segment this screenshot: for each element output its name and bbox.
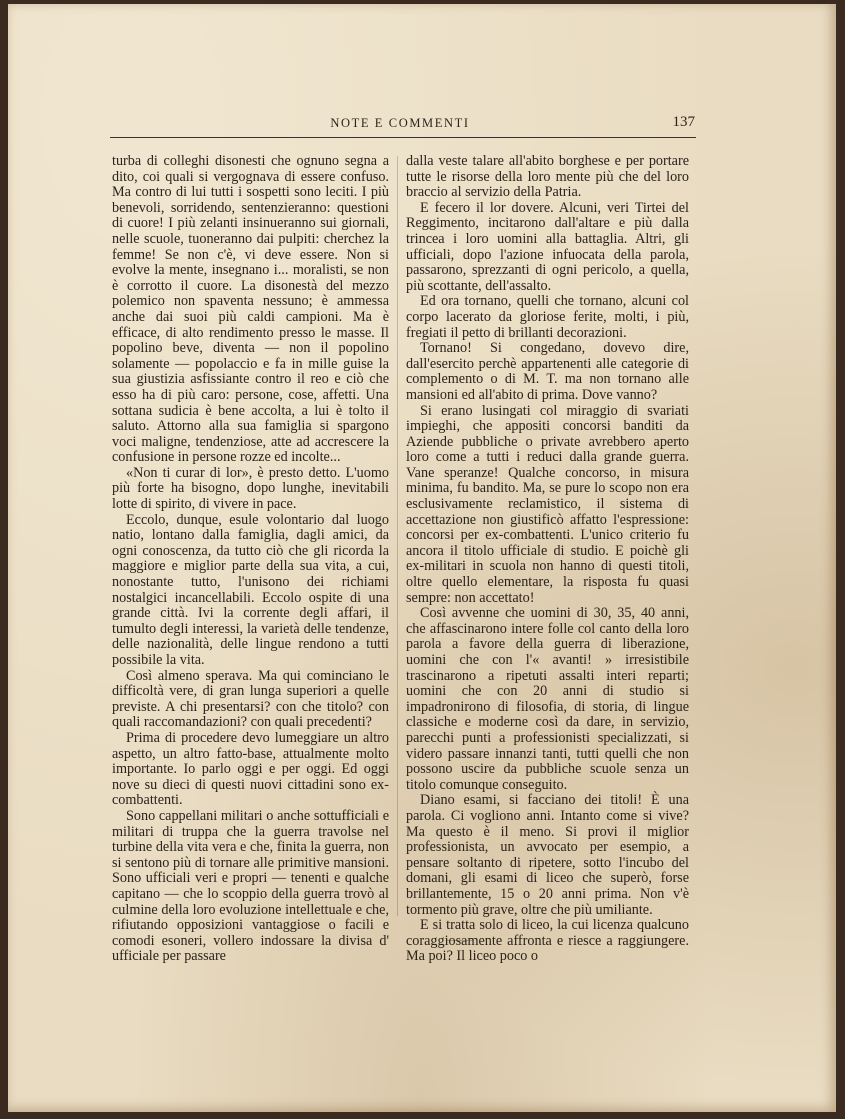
page-header <box>105 112 695 138</box>
paragraph: Diano esami, si facciano dei titoli! È una parola. Ci vogliono anni. Intanto come si vive? Ma questo è il meno. Si provi il miglior professionista, un avvocato per esempio, a pensare soltanto di ripetere, sotto l'incubo del domani, gli esami di liceo che superò, forse brillantemente, 15 o 20 anni prima. Non v'è tormento più grave, oltre che più umiliante. <box>406 792 689 918</box>
paragraph: «Non ti curar di lor», è presto detto. L'uomo più forte ha bisogno, dopo lunghe, inevitabili lotte di spirito, di vivere in pace. <box>112 464 389 513</box>
paragraph: Si erano lusingati col miraggio di svariati impieghi, che appositi concorsi banditi da Aziende pubbliche o private avrebbero aperto loro come a tutti i reduci dalla grande guerra. Vane speranze! Qualche concorso, in misura minima, fu bandito. Ma, se pure lo scopo non era esclusivamente reclamistico, il sistema di accettazione non giustificò affatto l'espressione: concorsi per ex-combattenti. L'unico criterio fu ancora il titolo ufficiale di studio. E poichè gli ex-militari in scuola non hanno di questi titoli, oltre quello elementare, la risposta fu quasi sempre: non accettato! <box>406 402 689 606</box>
page-number: 137 <box>672 114 695 130</box>
printer-mark <box>447 940 473 941</box>
header-rule <box>110 137 696 138</box>
column-gutter <box>397 156 398 916</box>
paragraph: Eccolo, dunque, esule volontario dal luogo natio, lontano dalla famiglia, dagli amici, da ogni conoscenza, da tutto ciò che gli ricorda la maggiore e miglior parte della sua vita, a cui, nonostante tutto, l'unisono dei richiami nostalgici incancellabili. Eccolo ospite di una grande città. Ivi la corrente degli affari, il tumulto degli interessi, la varietà delle tendenze, delle nazionalità, delle lingue rendono a tutti possibile la vita. <box>112 511 389 668</box>
paragraph: Tornano! Si congedano, dovevo dire, dall'esercito perchè appartenenti alle categorie di complemento o di M. T. ma non tornano alle mansioni ed all'abito di prima. Dove vanno? <box>406 340 689 403</box>
paragraph: dalla veste talare all'abito borghese e per portare tutte le risorse della loro mente più che del loro braccio al servizio della Patria. <box>406 153 689 201</box>
paragraph: E fecero il lor dovere. Alcuni, veri Tirtei del Reggimento, incitarono dall'altare e più dalla trincea i loro uomini alla battaglia. Altri, gli ufficiali, dopo l'azione infuocata della parola, passarono, sprezzanti di ogni pericolo, a quella, più scottante, dell'assalto. <box>406 199 689 294</box>
paragraph: turba di colleghi disonesti che ognuno segna a dito, coi quali si vergognava di essere confuso. Ma contro di lui tutti i sospetti sono leciti. I più benevoli, sorridendo, sentenzieranno: questioni di cuore! I più zelanti insinueranno sui giornali, nelle scuole, tuoneranno dai pulpiti: cherchez la femme! Se non c'è, vi deve essere. Non si evolve la mente, insegnano i... moralisti, se non è corrotto il cuore. La disonestà del mezzo polemico non spaventa nessuno; è ammessa anche dai suoi più caldi campioni. Ma è efficace, di alto rendimento presso le masse. Il popolino beve, diventa — non il popolino solamente — popolaccio e fa in mille guise la sua giustizia asfissiante contro il reo e ciò che esso ha di più caro: persone, cose, affetti. Una sottana sudicia è bene accolta, a lui è tolto il saluto. Attorno alla sua famiglia si spargono voci maligne, tendenziose, atte ad accrescere la confusione in persone rozze ed incolte... <box>112 153 389 466</box>
paragraph: Sono cappellani militari o anche sottufficiali e militari di truppa che la guerra travolse nel turbine della vita vera e che, finita la guerra, non si sentono più di tornare alle primitive mansioni. Sono ufficiali veri e propri — tenenti e qualche capitano — che lo scoppio della guerra trovò al culmine della loro evoluzione intellettuale e che, rifiutando opposizioni vantaggiose o facili e comodi esoneri, vollero indossare la divisa d' ufficiale per passare <box>112 807 389 965</box>
paragraph: Così almeno sperava. Ma qui cominciano le difficoltà vere, di gran lunga superiori a quelle previste. A chi presentarsi? con che titolo? con quali raccomandazioni? con quali precedenti? <box>112 667 389 731</box>
right-column <box>406 154 689 965</box>
paragraph: Prima di procedere devo lumeggiare un altro aspetto, un altro fatto-base, attualmente molto importante. Io parlo oggi e per oggi. Ed oggi nove su dieci di questi nuovi cittadini sono ex-combattenti. <box>112 729 389 809</box>
running-head: NOTE E COMMENTI <box>330 116 470 130</box>
paragraph: Così avvenne che uomini di 30, 35, 40 anni, che affascinarono intere folle col canto della loro parola a favore della guerra di liberazione, uomini che con l'« avanti! » irresistibile trascinarono a ripetuti assalti interi reparti; uomini che con 20 anni di studio si impadronirono di filosofia, di storia, di lingue classiche e moderne così da dare, in servizio, parecchi punti a professionisti specializzati, si videro passare innanzi tanti, tutti quelli che non possono uscire da pubbliche scuole senza un titolo comunque conseguito. <box>406 605 689 793</box>
paragraph: E si tratta solo di liceo, la cui licenza qualcuno coraggiosamente affronta e riesce a raggiungere. Ma poi? Il liceo poco o <box>406 917 689 965</box>
paragraph: Ed ora tornano, quelli che tornano, alcuni col corpo lacerato da gloriose ferite, molti, i più, fregiati il petto di brillanti decorazioni. <box>406 293 689 341</box>
left-column <box>112 154 389 965</box>
